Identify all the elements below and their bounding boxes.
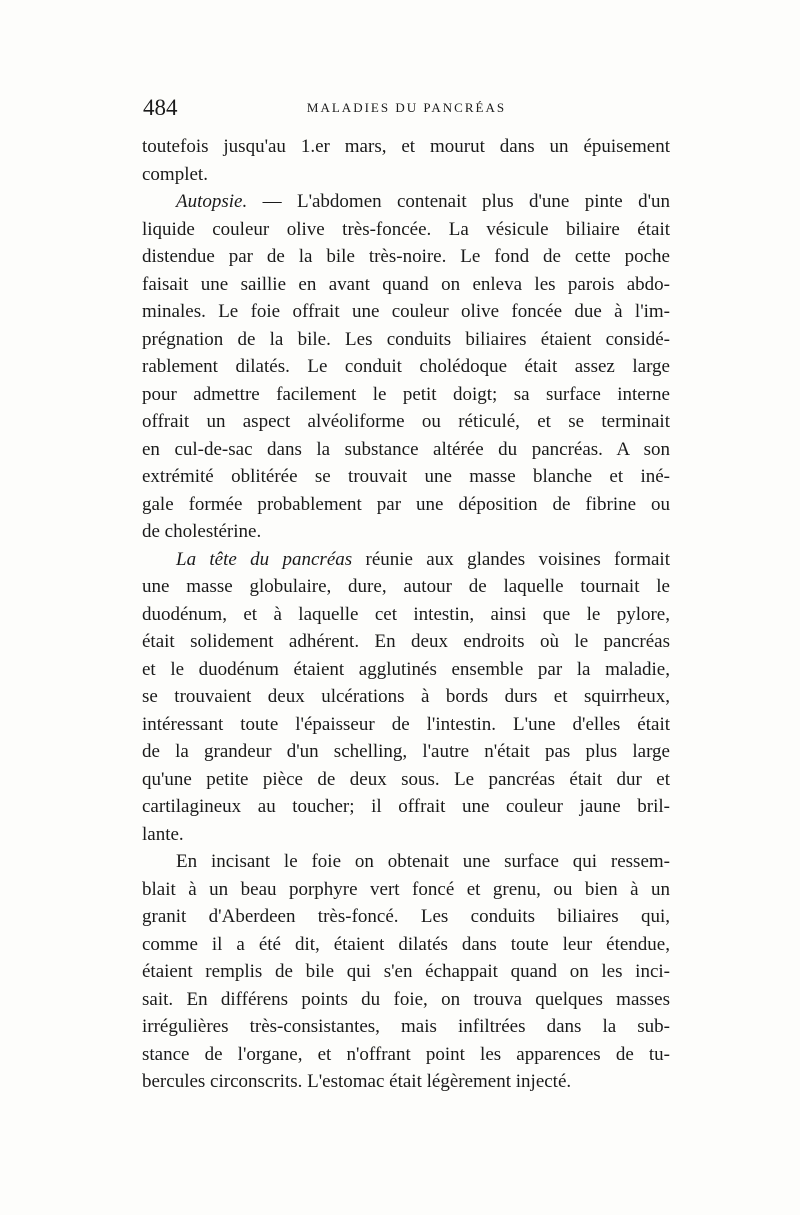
line-text: de la grandeur d'un schelling, l'autre n'était pas plus large [142,741,670,762]
line-text: stance de l'organe, et n'offrant point les apparences de tu- [142,1043,670,1065]
line-text: offrait un aspect alvéoliforme ou réticulé, et se terminait [142,411,670,432]
text-line [142,1068,670,1096]
text-line [142,216,670,244]
text-line [142,463,670,491]
text-line [142,573,670,601]
text-line [142,738,670,766]
text-line [142,793,670,821]
line-text: toutefois jusqu'au 1.er mars, et mourut dans un épuisement [142,136,670,157]
text-line [142,381,670,409]
page-header [143,88,670,128]
line-text: était solidement adhérent. En deux endroits où le pancréas [142,631,670,652]
line-text: en cul-de-sac dans la substance altérée du pancréas. A son [142,438,670,460]
text-line [142,518,670,546]
line-text: intéressant toute l'épaisseur de l'intestin. L'une d'elles était [142,713,670,735]
text-line [142,298,670,326]
text-line [142,271,670,299]
text-line [142,683,670,711]
line-text: distendue par de la bile très-noire. Le fond de cette poche [142,246,670,267]
text-line [142,326,670,354]
line-text: et le duodénum étaient agglutinés ensemble par la maladie, [142,658,670,680]
line-text: étaient remplis de bile qui s'en échappait quand on les inci- [142,961,670,982]
line-text: prégnation de la bile. Les conduits biliaires étaient considé- [142,328,670,350]
line-text: une masse globulaire, dure, autour de laquelle tournait le [142,576,670,597]
text-line [142,931,670,959]
line-text: irrégulières très-consistantes, mais infiltrées dans la sub- [142,1016,670,1037]
line-text: pour admettre facilement le petit doigt; sa surface interne [142,383,670,405]
line-text: gale formée probablement par une déposition de fibrine ou [142,493,670,515]
line-text: réunie aux glandes voisines formait [352,548,670,570]
line-text: se trouvaient deux ulcérations à bords durs et squirrheux, [142,686,670,707]
text-line [142,491,670,519]
line-text: sait. En différens points du foie, on trouva quelques masses [142,988,670,1010]
text-line [142,188,670,216]
text-line [142,1013,670,1041]
line-text: de cholestérine. [142,521,262,542]
text-line [142,353,670,381]
italic-heading: La tête du pancréas [176,548,353,570]
line-text: rablement dilatés. Le conduit cholédoque était assez large [142,356,670,377]
line-text: blait à un beau porphyre vert foncé et grenu, ou bien à un [142,878,670,900]
line-text: bercules circonscrits. L'estomac était légèrement injecté. [142,1071,572,1092]
text-line [142,711,670,739]
text-line [142,903,670,931]
line-text: cartilagineux au toucher; il offrait une couleur jaune bril- [142,796,670,817]
text-line [142,766,670,794]
text-line [142,546,670,574]
text-line [142,876,670,904]
text-line [142,243,670,271]
running-head: MALADIES DU PANCRÉAS [306,100,507,115]
line-text: duodénum, et à laquelle cet intestin, ainsi que le pylore, [142,603,670,625]
text-line [142,408,670,436]
text-line [142,628,670,656]
text-line [142,958,670,986]
text-line [142,848,670,876]
italic-heading: Autopsie. [176,191,248,212]
text-line [142,986,670,1014]
line-text: En incisant le foie on obtenait une surface qui ressem- [176,851,670,872]
body-text [142,133,670,1096]
line-text: minales. Le foie offrait une couleur olive foncée due à l'im- [142,301,670,322]
text-line [142,821,670,849]
line-text: complet. [142,163,208,185]
line-text: lante. [142,823,184,845]
line-text: extrémité oblitérée se trouvait une masse blanche et iné- [142,466,670,487]
line-text: liquide couleur olive très-foncée. La vésicule biliaire était [142,218,670,240]
text-line [142,133,670,161]
line-text: qu'une petite pièce de deux sous. Le pancréas était dur et [142,768,670,790]
line-text: granit d'Aberdeen très-foncé. Les conduits biliaires qui, [142,906,670,927]
page-number: 484 [143,95,178,120]
text-line [142,601,670,629]
text-line [142,1041,670,1069]
line-text: faisait une saillie en avant quand on enleva les parois abdo- [142,273,670,295]
text-line [142,436,670,464]
text-line [142,656,670,684]
line-text: comme il a été dit, étaient dilatés dans toute leur étendue, [142,933,670,955]
text-line [142,161,670,189]
line-text: — L'abdomen contenait plus d'une pinte d'un [247,191,670,212]
